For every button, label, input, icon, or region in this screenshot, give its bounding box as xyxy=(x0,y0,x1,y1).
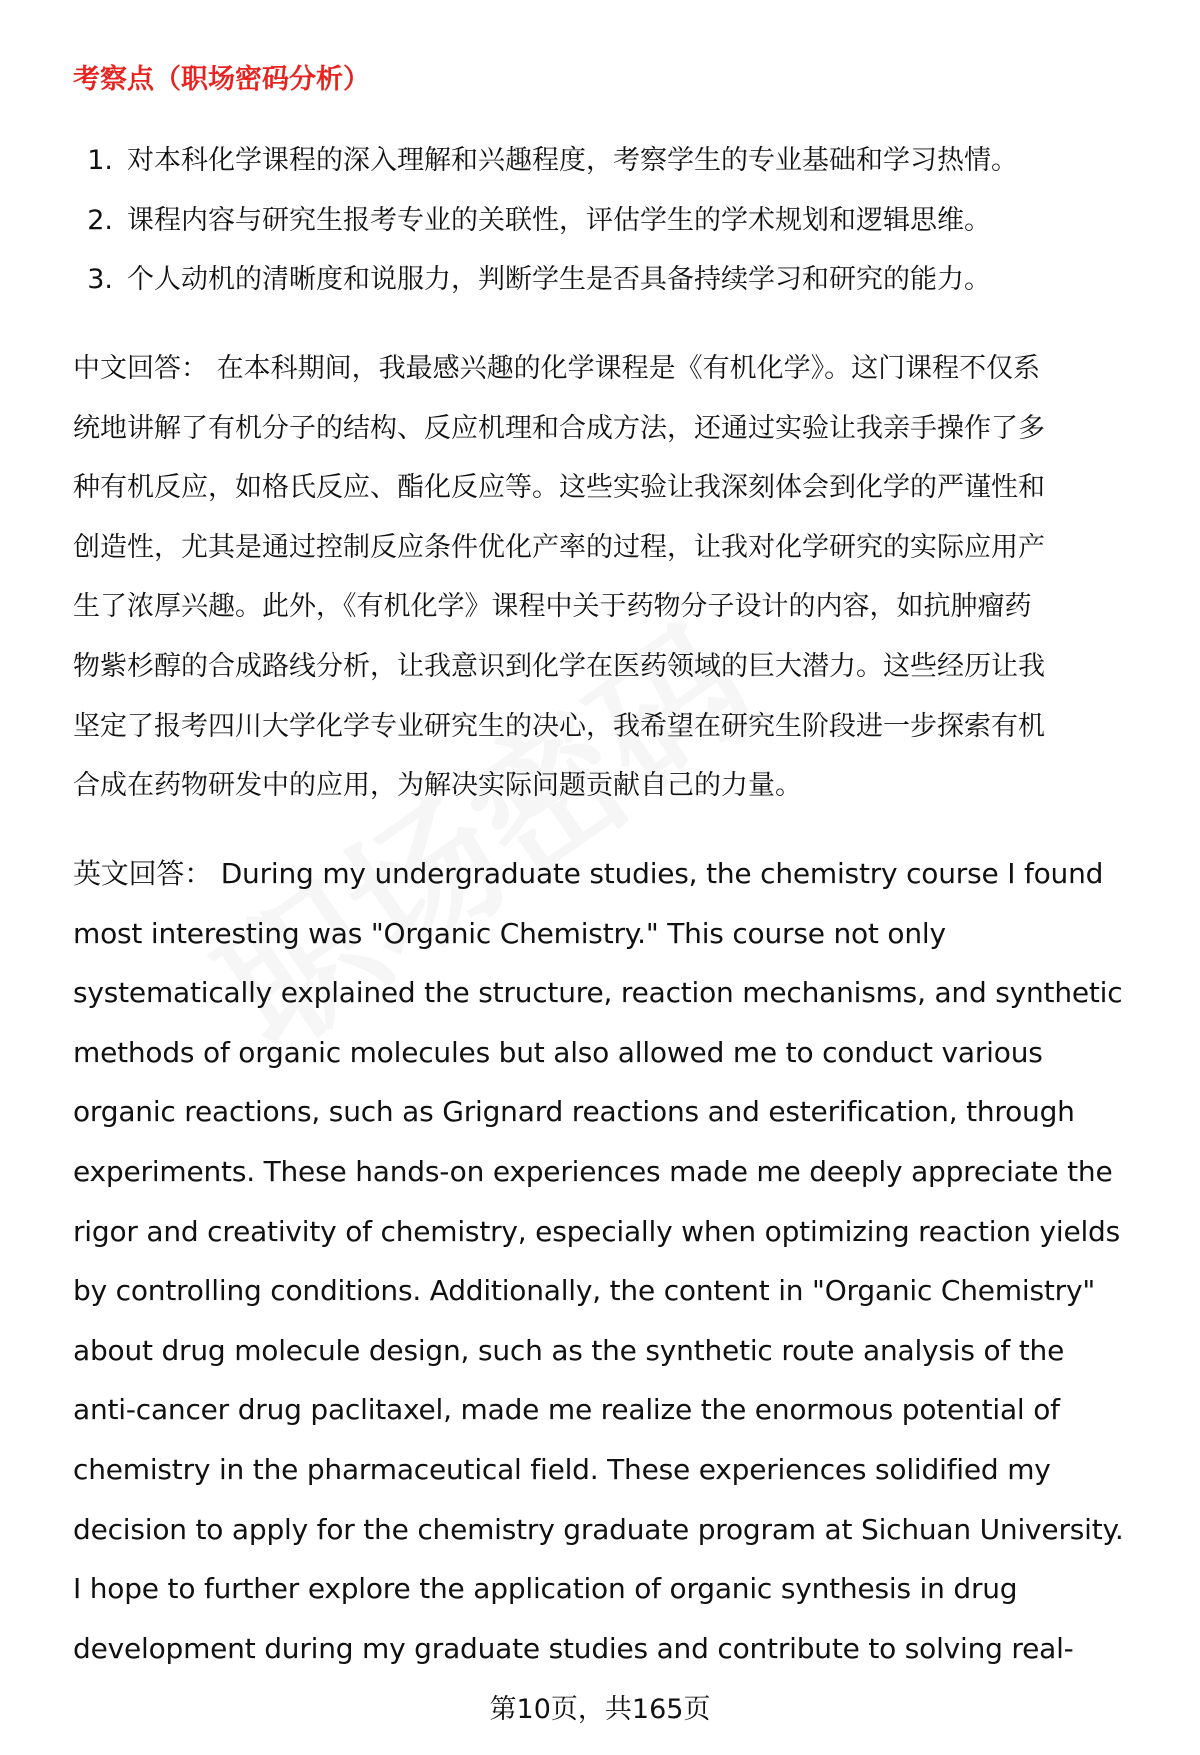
text-line: 生了浓厚兴趣。此外，《有机化学》课程中关于药物分子设计的内容，如抗肿瘤药 xyxy=(73,591,1032,623)
list-item xyxy=(73,191,1018,251)
list-text: 对本科化学课程的深入理解和兴趣程度，考察学生的专业基础和学习热情。 xyxy=(127,145,1018,176)
list-item xyxy=(73,131,1018,191)
text-line: experiments. These hands-on experiences made me deeply appreciate the xyxy=(73,1154,1113,1188)
text-line: systematically explained the structure, reaction mechanisms, and synthetic xyxy=(73,976,1123,1010)
text-line: I hope to further explore the application of organic synthesis in drug xyxy=(73,1572,1018,1606)
text-line: 创造性，尤其是通过控制反应条件优化产率的过程，让我对化学研究的实际应用产 xyxy=(73,531,1045,563)
text-line: by controlling conditions. Additionally, the content in "Organic Chemistry" xyxy=(73,1274,1096,1308)
list-text: 个人动机的清晰度和说服力，判断学生是否具备持续学习和研究的能力。 xyxy=(127,264,991,296)
text-line: most interesting was "Organic Chemistry." This course not only xyxy=(73,916,946,950)
text-line: 统地讲解了有机分子的结构、反应机理和合成方法，还通过实验让我亲手操作了多 xyxy=(73,412,1045,444)
chinese-answer xyxy=(73,339,1163,816)
list-text: 课程内容与研究生报考专业的关联性，评估学生的学术规划和逻辑思维。 xyxy=(127,204,991,236)
text-line: 中文回答： 在本科期间，我最感兴趣的化学课程是《有机化学》。这门课程不仅系 xyxy=(73,353,1041,384)
text-line: rigor and creativity of chemistry, especially when optimizing reaction yields xyxy=(73,1214,1121,1248)
text-line: organic reactions, such as Grignard reactions and esterification, through xyxy=(73,1095,1075,1129)
text-line: decision to apply for the chemistry graduate program at Sichuan University. xyxy=(73,1512,1124,1546)
text-line: development during my graduate studies and contribute to solving real- xyxy=(73,1631,1074,1665)
text-line: 物紫杉醇的合成路线分析，让我意识到化学在医药领域的巨大潜力。这些经历让我 xyxy=(73,650,1045,682)
english-answer xyxy=(73,844,1163,1678)
text-line: methods of organic molecules but also allowed me to conduct various xyxy=(73,1035,1043,1069)
text-line: 种有机反应，如格氏反应、酯化反应等。这些实验让我深刻体会到化学的严谨性和 xyxy=(73,472,1045,504)
list-number: 1. xyxy=(87,145,113,176)
text-line: 英文回答： During my undergraduate studies, the chemistry course I found xyxy=(73,857,1104,890)
list-number: 2. xyxy=(87,204,113,236)
section-title: 考察点（职场密码分析） xyxy=(73,64,370,95)
text-line: 合成在药物研发中的应用，为解决实际问题贡献自己的力量。 xyxy=(73,770,802,802)
text-line: about drug molecule design, such as the synthetic route analysis of the xyxy=(73,1333,1065,1367)
text-line: chemistry in the pharmaceutical field. These experiences solidified my xyxy=(73,1452,1051,1486)
list-number: 3. xyxy=(87,264,113,296)
text-line: 坚定了报考四川大学化学专业研究生的决心，我希望在研究生阶段进一步探索有机 xyxy=(73,710,1045,742)
list-item xyxy=(73,250,1018,310)
text-line: anti-cancer drug paclitaxel, made me realize the enormous potential of xyxy=(73,1393,1060,1427)
page-number: 第10页，共165页 xyxy=(489,1694,711,1725)
assessment-points-list xyxy=(73,131,1018,310)
